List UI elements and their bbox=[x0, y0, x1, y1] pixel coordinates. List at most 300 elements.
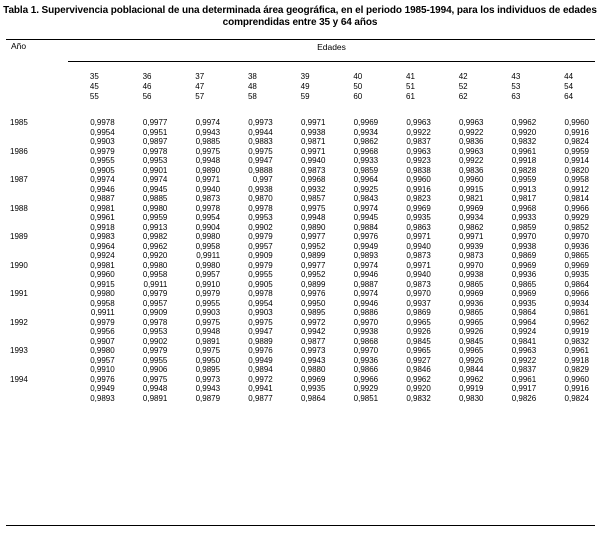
bottom-rule bbox=[6, 525, 595, 526]
age-label: 46 bbox=[142, 82, 152, 91]
survival-value: 0,9901 bbox=[142, 165, 168, 175]
survival-value: 0,9955 bbox=[195, 298, 221, 308]
survival-value: 0,9911 bbox=[143, 279, 168, 289]
survival-value: 0,9978 bbox=[142, 317, 168, 327]
age-label: 62 bbox=[458, 92, 468, 101]
survival-value: 0,9982 bbox=[142, 232, 168, 241]
survival-value: 0,9980 bbox=[195, 232, 221, 241]
survival-value: 0,9978 bbox=[248, 203, 273, 213]
survival-value: 0,9936 bbox=[511, 270, 537, 279]
table-row bbox=[6, 280, 595, 290]
survival-value: 0,9966 bbox=[564, 289, 589, 298]
survival-value: 0,9823 bbox=[406, 194, 431, 203]
survival-value: 0,9903 bbox=[248, 308, 273, 317]
table-row bbox=[6, 308, 595, 318]
survival-value: 0,9920 bbox=[511, 127, 537, 137]
survival-value: 0,9920 bbox=[406, 384, 431, 393]
age-group-header bbox=[542, 62, 595, 113]
survival-value: 0,9975 bbox=[248, 146, 273, 156]
survival-value: 0,9950 bbox=[195, 355, 221, 365]
survival-value: 0,9939 bbox=[459, 241, 484, 251]
survival-value: 0,9885 bbox=[142, 194, 168, 203]
survival-value: 0,9979 bbox=[142, 346, 168, 355]
survival-value: 0,9817 bbox=[511, 194, 537, 203]
survival-value: 0,9975 bbox=[195, 317, 221, 327]
age-label: 54 bbox=[564, 82, 574, 91]
survival-value: 0,9965 bbox=[406, 346, 431, 355]
age-label: 40 bbox=[353, 72, 363, 81]
ages-column-header: Edades bbox=[317, 42, 346, 52]
survival-value: 0,9965 bbox=[406, 317, 431, 327]
survival-value: 0,9968 bbox=[353, 146, 379, 156]
table-row bbox=[6, 112, 595, 128]
survival-value: 0,9940 bbox=[406, 241, 431, 251]
survival-value: 0,9972 bbox=[248, 374, 273, 384]
survival-value: 0,9963 bbox=[406, 118, 431, 127]
survival-value: 0,9870 bbox=[248, 194, 273, 203]
survival-value: 0,9845 bbox=[406, 336, 431, 346]
age-label: 41 bbox=[406, 72, 415, 81]
survival-value: 0,9969 bbox=[564, 260, 589, 270]
table-row bbox=[6, 223, 595, 233]
survival-value: 0,9970 bbox=[353, 317, 379, 327]
survival-value: 0,9975 bbox=[248, 317, 273, 327]
survival-value: 0,9977 bbox=[300, 260, 326, 270]
survival-value: 0,9869 bbox=[511, 251, 537, 260]
survival-value: 0,9891 bbox=[142, 393, 168, 403]
survival-value: 0,9940 bbox=[195, 184, 221, 194]
survival-value: 0,9897 bbox=[142, 137, 168, 146]
survival-value: 0,9884 bbox=[353, 222, 379, 232]
year-label: 1985 bbox=[10, 118, 28, 127]
table-row bbox=[6, 156, 595, 166]
survival-value: 0,997 bbox=[252, 175, 273, 184]
survival-value: 0,9924 bbox=[511, 327, 537, 336]
survival-value: 0,9904 bbox=[195, 222, 221, 232]
survival-value: 0,9962 bbox=[459, 374, 484, 384]
age-label: 56 bbox=[142, 92, 152, 101]
survival-value: 0,9953 bbox=[142, 327, 168, 336]
year-label: 1988 bbox=[10, 203, 28, 213]
survival-value: 0,9955 bbox=[248, 270, 273, 279]
age-label: 42 bbox=[458, 72, 468, 81]
survival-value: 0,9934 bbox=[459, 213, 484, 222]
survival-value: 0,9963 bbox=[459, 118, 484, 127]
table-row bbox=[6, 204, 595, 214]
survival-value: 0,9938 bbox=[248, 184, 273, 194]
survival-value: 0,9919 bbox=[459, 384, 484, 393]
survival-value: 0,9979 bbox=[142, 289, 168, 298]
survival-value: 0,9943 bbox=[195, 127, 221, 137]
age-group-header bbox=[331, 62, 384, 113]
table-row bbox=[6, 185, 595, 195]
survival-value: 0,9889 bbox=[248, 336, 273, 346]
age-label: 55 bbox=[89, 92, 99, 101]
survival-value: 0,9971 bbox=[406, 260, 431, 270]
survival-value: 0,9836 bbox=[459, 137, 484, 146]
survival-value: 0,9969 bbox=[459, 203, 484, 213]
survival-value: 0,9933 bbox=[353, 156, 379, 165]
survival-value: 0,9974 bbox=[353, 260, 379, 270]
survival-value: 0,9949 bbox=[353, 241, 379, 251]
age-label: 63 bbox=[511, 92, 521, 101]
survival-value: 0,9929 bbox=[353, 384, 379, 393]
survival-value: 0,9948 bbox=[300, 213, 326, 222]
survival-value: 0,9978 bbox=[195, 203, 221, 213]
survival-value: 0,9983 bbox=[90, 232, 115, 241]
survival-value: 0,9971 bbox=[300, 118, 326, 127]
survival-value: 0,9851 bbox=[353, 393, 379, 403]
survival-value: 0,9973 bbox=[248, 118, 273, 127]
survival-value: 0,9970 bbox=[564, 232, 589, 241]
survival-value: 0,9916 bbox=[564, 127, 589, 137]
survival-value: 0,9927 bbox=[406, 355, 431, 365]
survival-value: 0,9903 bbox=[195, 308, 221, 317]
table-row bbox=[6, 346, 595, 356]
survival-value: 0,9961 bbox=[564, 346, 589, 355]
survival-value: 0,9899 bbox=[300, 279, 326, 289]
survival-value: 0,9969 bbox=[300, 374, 326, 384]
survival-value: 0,9915 bbox=[459, 184, 484, 194]
survival-value: 0,9955 bbox=[142, 355, 168, 365]
survival-value: 0,9964 bbox=[353, 175, 379, 184]
survival-value: 0,9837 bbox=[511, 365, 537, 374]
survival-value: 0,9890 bbox=[300, 222, 326, 232]
year-label: 1986 bbox=[10, 146, 28, 156]
survival-value: 0,9899 bbox=[300, 251, 326, 260]
survival-value: 0,9934 bbox=[353, 127, 379, 137]
survival-value: 0,9966 bbox=[564, 203, 589, 213]
survival-value: 0,9981 bbox=[90, 260, 115, 270]
survival-value: 0,9974 bbox=[90, 175, 115, 184]
survival-value: 0,9859 bbox=[353, 165, 379, 175]
survival-value: 0,9969 bbox=[406, 203, 431, 213]
survival-value: 0,9962 bbox=[406, 374, 431, 384]
survival-value: 0,9824 bbox=[564, 137, 589, 146]
survival-value: 0,9873 bbox=[300, 165, 326, 175]
survival-value: 0,9883 bbox=[248, 137, 273, 146]
year-cell-empty bbox=[6, 242, 68, 252]
survival-value: 0,9952 bbox=[300, 241, 326, 251]
survival-value: 0,9844 bbox=[459, 365, 484, 374]
survival-value: 0,9922 bbox=[511, 355, 537, 365]
survival-value: 0,9918 bbox=[564, 355, 589, 365]
table-row bbox=[6, 194, 595, 204]
survival-value: 0,9922 bbox=[406, 127, 431, 137]
year-cell-empty bbox=[6, 194, 68, 204]
age-label: 60 bbox=[353, 92, 363, 101]
survival-value: 0,9935 bbox=[511, 298, 537, 308]
survival-value: 0,9971 bbox=[300, 146, 326, 156]
survival-value: 0,9905 bbox=[90, 165, 115, 175]
survival-value: 0,9909 bbox=[248, 251, 273, 260]
survival-value: 0,9962 bbox=[564, 317, 589, 327]
age-label: 58 bbox=[247, 92, 257, 101]
survival-value: 0,9975 bbox=[195, 346, 221, 355]
survival-value: 0,9925 bbox=[353, 184, 379, 194]
survival-value: 0,9974 bbox=[353, 289, 379, 298]
survival-value: 0,9919 bbox=[564, 327, 589, 336]
survival-value: 0,9970 bbox=[459, 260, 484, 270]
survival-value: 0,9962 bbox=[142, 241, 168, 251]
survival-value: 0,9832 bbox=[406, 393, 431, 403]
table-row bbox=[6, 356, 595, 366]
age-label: 37 bbox=[195, 72, 205, 81]
survival-value: 0,9862 bbox=[459, 222, 484, 232]
survival-value: 0,9970 bbox=[511, 232, 537, 241]
survival-value: 0,9903 bbox=[90, 137, 115, 146]
table-row bbox=[6, 147, 595, 157]
survival-value: 0,9977 bbox=[300, 232, 326, 241]
survival-value: 0,9978 bbox=[90, 118, 115, 127]
table-title-line-2: comprendidas entre 35 y 64 años bbox=[222, 17, 378, 28]
survival-value: 0,9832 bbox=[564, 336, 589, 346]
survival-value: 0,9964 bbox=[90, 241, 115, 251]
age-label: 48 bbox=[247, 82, 257, 91]
survival-value: 0,9941 bbox=[248, 384, 273, 393]
age-label: 50 bbox=[353, 82, 363, 91]
year-cell-empty bbox=[6, 251, 68, 261]
survival-value: 0,9976 bbox=[90, 374, 115, 384]
age-label: 44 bbox=[564, 72, 574, 81]
year-cell-empty bbox=[6, 299, 68, 309]
survival-value: 0,9859 bbox=[511, 222, 537, 232]
survival-value: 0,9877 bbox=[248, 393, 273, 403]
survival-value: 0,9824 bbox=[564, 393, 589, 403]
survival-value: 0,9920 bbox=[142, 251, 168, 260]
survival-value: 0,9963 bbox=[511, 346, 537, 355]
survival-value: 0,9865 bbox=[459, 308, 484, 317]
survival-value: 0,9975 bbox=[142, 374, 168, 384]
survival-value: 0,9895 bbox=[300, 308, 326, 317]
survival-value: 0,9977 bbox=[142, 118, 168, 127]
survival-value: 0,9958 bbox=[195, 241, 221, 251]
year-cell-empty bbox=[6, 185, 68, 195]
survival-value: 0,9906 bbox=[142, 365, 168, 374]
survival-value: 0,9923 bbox=[406, 156, 431, 165]
survival-value: 0,9873 bbox=[195, 194, 221, 203]
survival-value: 0,9871 bbox=[300, 137, 326, 146]
table-row bbox=[6, 365, 595, 375]
survival-value: 0,9852 bbox=[564, 222, 589, 232]
survival-value: 0,9945 bbox=[353, 213, 379, 222]
survival-value: 0,9970 bbox=[406, 289, 431, 298]
survival-value: 0,9902 bbox=[248, 222, 273, 232]
survival-value: 0,9968 bbox=[511, 203, 537, 213]
year-column-header: Año bbox=[11, 41, 27, 51]
survival-value: 0,9916 bbox=[406, 184, 431, 194]
survival-value: 0,9933 bbox=[511, 213, 537, 222]
survival-value: 0,9953 bbox=[142, 156, 168, 165]
survival-value: 0,9979 bbox=[90, 146, 115, 156]
year-cell-empty bbox=[6, 384, 68, 394]
survival-value: 0,9924 bbox=[90, 251, 115, 260]
table-row bbox=[6, 175, 595, 185]
survival-value: 0,9905 bbox=[248, 279, 273, 289]
survival-value: 0,9949 bbox=[90, 384, 115, 393]
table-title bbox=[0, 5, 600, 29]
survival-value: 0,9918 bbox=[511, 156, 537, 165]
survival-value: 0,9893 bbox=[353, 251, 379, 260]
survival-value: 0,9864 bbox=[511, 308, 537, 317]
age-group-header bbox=[490, 62, 543, 113]
survival-value: 0,9969 bbox=[511, 260, 537, 270]
survival-value: 0,9873 bbox=[406, 279, 431, 289]
survival-value: 0,9938 bbox=[353, 327, 379, 336]
survival-value: 0,9971 bbox=[459, 232, 484, 241]
survival-value: 0,9980 bbox=[195, 260, 221, 270]
age-group-header bbox=[226, 62, 279, 113]
survival-value: 0,9841 bbox=[511, 336, 537, 346]
survival-value: 0,9877 bbox=[300, 336, 326, 346]
survival-value: 0,9957 bbox=[142, 298, 168, 308]
survival-value: 0,9965 bbox=[459, 346, 484, 355]
year-cell-empty bbox=[6, 270, 68, 280]
survival-value: 0,9960 bbox=[459, 175, 484, 184]
survival-value: 0,9974 bbox=[142, 175, 168, 184]
survival-value: 0,9814 bbox=[564, 194, 589, 203]
table-row bbox=[6, 384, 595, 394]
survival-value: 0,9960 bbox=[406, 175, 431, 184]
survival-value: 0,9959 bbox=[564, 146, 589, 156]
age-label: 57 bbox=[195, 92, 205, 101]
survival-value: 0,9879 bbox=[195, 393, 221, 403]
year-cell-empty bbox=[6, 337, 68, 347]
survival-value: 0,9935 bbox=[406, 213, 431, 222]
survival-value: 0,9958 bbox=[564, 175, 589, 184]
survival-value: 0,9935 bbox=[300, 384, 326, 393]
survival-value: 0,9976 bbox=[300, 289, 326, 298]
year-cell-empty bbox=[6, 365, 68, 375]
year-cell-empty bbox=[6, 213, 68, 223]
survival-value: 0,9965 bbox=[459, 317, 484, 327]
table-row bbox=[6, 232, 595, 242]
survival-value: 0,9865 bbox=[511, 279, 537, 289]
survival-table bbox=[6, 40, 595, 403]
table-row bbox=[6, 270, 595, 280]
survival-value: 0,9952 bbox=[300, 270, 326, 279]
survival-value: 0,9978 bbox=[142, 146, 168, 156]
table-row bbox=[6, 318, 595, 328]
survival-value: 0,9863 bbox=[406, 222, 431, 232]
survival-value: 0,9980 bbox=[142, 260, 168, 270]
survival-value: 0,9957 bbox=[195, 270, 221, 279]
table-row bbox=[6, 166, 595, 176]
survival-value: 0,9979 bbox=[248, 232, 273, 241]
survival-value: 0,9857 bbox=[300, 194, 326, 203]
survival-value: 0,9958 bbox=[142, 270, 168, 279]
age-label: 64 bbox=[564, 92, 574, 101]
survival-value: 0,9922 bbox=[459, 156, 484, 165]
table-row bbox=[6, 213, 595, 223]
survival-value: 0,9880 bbox=[300, 365, 326, 374]
table-row bbox=[6, 375, 595, 385]
table-row bbox=[6, 128, 595, 138]
survival-value: 0,9966 bbox=[353, 374, 379, 384]
survival-value: 0,9887 bbox=[353, 279, 379, 289]
survival-value: 0,9894 bbox=[248, 365, 273, 374]
survival-value: 0,9980 bbox=[142, 203, 168, 213]
survival-value: 0,9937 bbox=[406, 298, 431, 308]
survival-value: 0,9888 bbox=[248, 165, 273, 175]
survival-value: 0,9945 bbox=[142, 184, 168, 194]
survival-value: 0,9980 bbox=[90, 289, 115, 298]
survival-value: 0,9948 bbox=[142, 384, 168, 393]
year-cell-empty bbox=[6, 356, 68, 366]
survival-value: 0,9861 bbox=[564, 308, 589, 317]
survival-value: 0,9950 bbox=[300, 298, 326, 308]
survival-value: 0,9909 bbox=[142, 308, 168, 317]
survival-value: 0,9862 bbox=[353, 137, 379, 146]
survival-value: 0,9960 bbox=[90, 270, 115, 279]
survival-value: 0,9914 bbox=[564, 156, 589, 165]
survival-value: 0,9864 bbox=[564, 279, 589, 289]
survival-value: 0,9828 bbox=[511, 165, 537, 175]
survival-value: 0,9959 bbox=[511, 175, 537, 184]
survival-value: 0,9968 bbox=[300, 175, 326, 184]
survival-value: 0,9935 bbox=[564, 270, 589, 279]
survival-value: 0,9943 bbox=[300, 355, 326, 365]
age-label: 59 bbox=[300, 92, 310, 101]
survival-value: 0,9891 bbox=[195, 336, 221, 346]
survival-value: 0,9918 bbox=[90, 222, 115, 232]
survival-value: 0,9964 bbox=[511, 317, 537, 327]
survival-value: 0,9936 bbox=[459, 298, 484, 308]
survival-value: 0,9979 bbox=[248, 260, 273, 270]
survival-value: 0,9838 bbox=[406, 165, 431, 175]
survival-value: 0,9926 bbox=[459, 355, 484, 365]
table-row bbox=[6, 242, 595, 252]
age-label: 47 bbox=[195, 82, 205, 91]
survival-value: 0,9960 bbox=[564, 118, 589, 127]
survival-value: 0,9917 bbox=[511, 384, 537, 393]
survival-value: 0,9911 bbox=[196, 251, 221, 260]
survival-value: 0,9981 bbox=[90, 203, 115, 213]
survival-value: 0,9979 bbox=[195, 289, 221, 298]
survival-value: 0,9940 bbox=[406, 270, 431, 279]
survival-value: 0,9893 bbox=[90, 393, 115, 403]
survival-value: 0,9913 bbox=[142, 222, 168, 232]
survival-value: 0,9961 bbox=[511, 374, 537, 384]
survival-value: 0,9845 bbox=[459, 336, 484, 346]
survival-value: 0,9948 bbox=[195, 156, 221, 165]
survival-value: 0,9970 bbox=[353, 346, 379, 355]
survival-value: 0,9946 bbox=[90, 184, 115, 194]
table-row bbox=[6, 394, 595, 404]
survival-value: 0,9916 bbox=[564, 384, 589, 393]
survival-value: 0,9865 bbox=[459, 279, 484, 289]
age-group-header bbox=[68, 62, 121, 113]
survival-value: 0,9954 bbox=[90, 127, 115, 137]
table-title-line-1: Tabla 1. Supervivencia poblacional de una determinada área geográfica, en el periodo 1985-1994, para los individuos de edades bbox=[3, 5, 597, 16]
survival-value: 0,9958 bbox=[90, 298, 115, 308]
survival-value: 0,9869 bbox=[406, 308, 431, 317]
survival-value: 0,9926 bbox=[459, 327, 484, 336]
age-groups-header-row bbox=[6, 62, 595, 113]
survival-value: 0,9948 bbox=[195, 327, 221, 336]
age-label: 38 bbox=[247, 72, 257, 81]
survival-value: 0,9910 bbox=[90, 365, 115, 374]
survival-value: 0,9963 bbox=[459, 146, 484, 156]
survival-value: 0,9836 bbox=[459, 165, 484, 175]
table-row bbox=[6, 299, 595, 309]
year-cell-empty bbox=[6, 223, 68, 233]
survival-value: 0,9886 bbox=[353, 308, 379, 317]
year-label: 1991 bbox=[10, 289, 28, 298]
survival-value: 0,9969 bbox=[353, 118, 379, 127]
survival-value: 0,9954 bbox=[195, 213, 221, 222]
age-label: 49 bbox=[300, 82, 310, 91]
